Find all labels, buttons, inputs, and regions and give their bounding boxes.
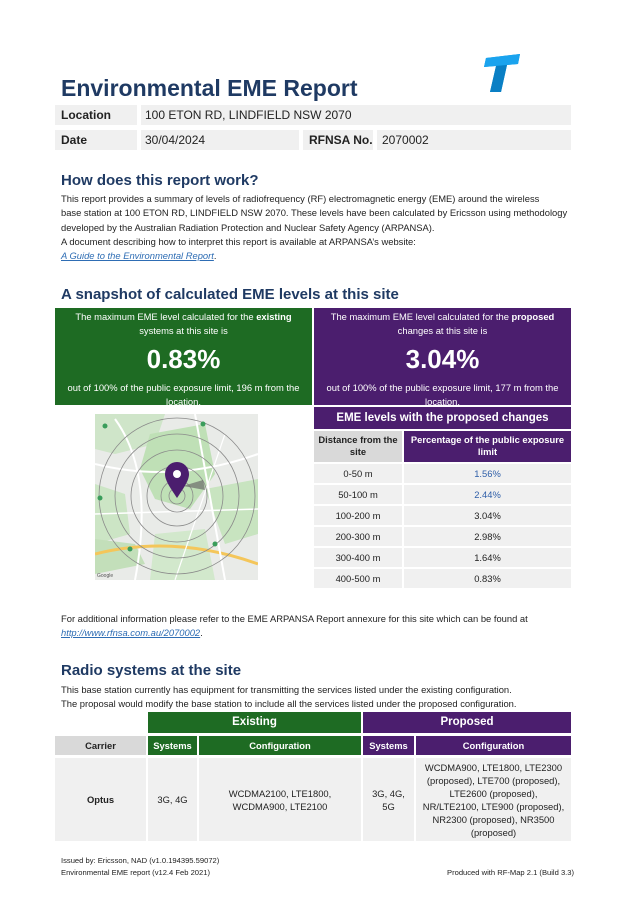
how-heading: How does this report work? <box>61 172 259 189</box>
col-proposed-configuration: Configuration <box>416 736 571 755</box>
location-label: Location <box>61 108 111 122</box>
rfnsa-label: RFNSA No. <box>309 133 373 147</box>
col-carrier: Carrier <box>55 736 146 755</box>
proposed-group-header: Proposed <box>363 712 571 733</box>
eme-col-percentage: Percentage of the public exposure limit <box>404 431 571 462</box>
telstra-logo-icon <box>480 52 524 96</box>
col-existing-configuration: Configuration <box>199 736 361 755</box>
site-map <box>95 414 258 580</box>
table-row: 50-100 m 2.44% <box>314 485 571 504</box>
existing-systems-cell: 3G, 4G <box>148 758 197 841</box>
footer-produced: Produced with RF-Map 2.1 (Build 3.3) <box>447 868 575 877</box>
proposed-systems-cell: 3G, 4G, 5G <box>363 758 414 841</box>
table-row: 300-400 m 1.64% <box>314 548 571 567</box>
carrier-cell: Optus <box>55 758 146 841</box>
existing-config-cell: WCDMA2100, LTE1800, WCDMA900, LTE2100 <box>199 758 361 841</box>
rfnsa-value: 2070002 <box>382 133 429 147</box>
table-row: 400-500 m 0.83% <box>314 569 571 588</box>
rfnsa-link[interactable]: http://www.rfnsa.com.au/2070002 <box>61 627 201 639</box>
radio-paragraph: This base station currently has equipment for transmitting the services listed under the existing configuration. The proposal would modify the base station to include all the services listed under the proposed configuration. <box>61 684 517 710</box>
proposed-summary-box: The maximum EME level calculated for the proposed changes at this site is 3.04% out of 100% of the public exposure limit, 177 m from the location. <box>314 308 571 405</box>
col-proposed-systems: Systems <box>363 736 414 755</box>
footer-issued: Issued by: Ericsson, NAD (v1.0.194395.59072) Environmental EME report (v12.4 Feb 2021) <box>61 856 220 877</box>
existing-group-header: Existing <box>148 712 361 733</box>
date-row <box>55 130 571 150</box>
site-map-image <box>95 414 258 580</box>
table-row: 0-50 m 1.56% <box>314 464 571 483</box>
eme-table-title: EME levels with the proposed changes <box>314 407 571 429</box>
location-row <box>55 105 571 125</box>
existing-max-value: 0.83% <box>146 344 221 374</box>
eme-col-distance: Distance from the site <box>314 431 402 462</box>
how-paragraph: This report provides a summary of levels of radiofrequency (RF) electromagnetic energy (EME) around the wireless base station at 100 ETON RD, LINDFIELD NSW 2070. These levels have been calculated by Ericsson using methodology developed by the Australian Radiation Protection and Nuclear Safety Agency (ARPANSA). A document describing how to interpret this report is available at ARPANSA’s website: A Guide to the Environmental Report. <box>61 193 568 262</box>
proposed-config-cell: WCDMA900, LTE1800, LTE2300 (proposed), LTE700 (proposed), LTE2600 (proposed), NR/LTE2100, LTE900 (proposed), NR2300 (proposed), NR3500 (proposed) <box>416 758 571 841</box>
table-row: 200-300 m 2.98% <box>314 527 571 546</box>
location-value: 100 ETON RD, LINDFIELD NSW 2070 <box>145 108 352 122</box>
existing-summary-box: The maximum EME level calculated for the existing systems at this site is 0.83% out of 100% of the public exposure limit, 196 m from the location. <box>55 308 312 405</box>
snapshot-heading: A snapshot of calculated EME levels at this site <box>61 286 399 303</box>
radio-heading: Radio systems at the site <box>61 662 242 679</box>
guide-link[interactable]: A Guide to the Environmental Report <box>61 250 214 262</box>
col-existing-systems: Systems <box>148 736 197 755</box>
svg-text:Google: Google <box>97 573 114 579</box>
date-label: Date <box>61 133 88 147</box>
date-value: 30/04/2024 <box>145 133 206 147</box>
additional-paragraph: For additional information please refer to the EME ARPANSA Report annexure for this site which can be found at http://www.rfnsa.com.au/2070002. <box>61 613 528 639</box>
page-title: Environmental EME Report <box>61 75 358 101</box>
table-row: 100-200 m 3.04% <box>314 506 571 525</box>
proposed-max-value: 3.04% <box>405 344 480 374</box>
